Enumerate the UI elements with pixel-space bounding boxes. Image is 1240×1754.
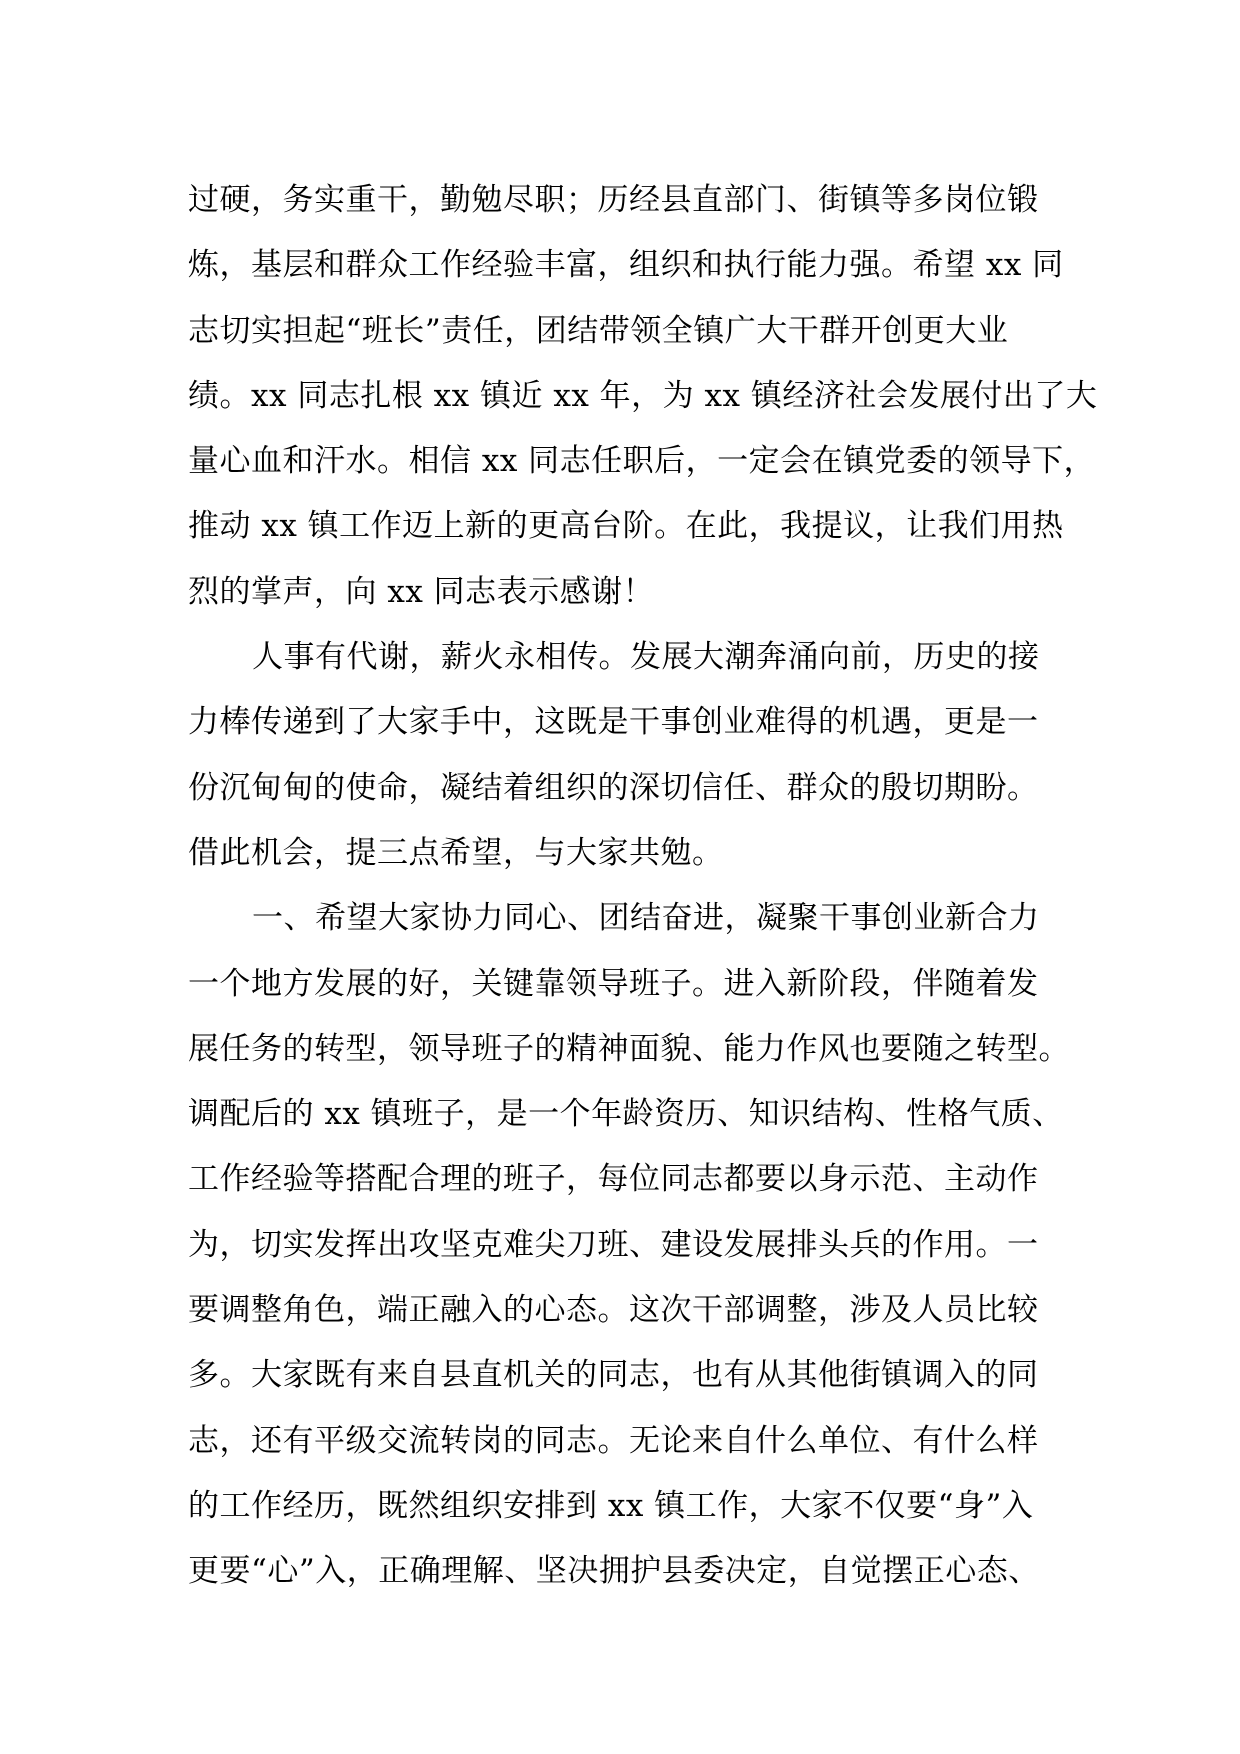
text-line: 力棒传递到了大家手中，这既是干事创业难得的机遇，更是一	[188, 704, 1039, 741]
text-line: 人事有代谢，薪火永相传。发展大潮奔涌向前，历史的接	[252, 639, 1040, 676]
text-line: 更要“心”入，正确理解、坚决拥护县委决定，自觉摆正心态、	[188, 1553, 1040, 1590]
text-line: 过硬，务实重干，勤勉尽职；历经县直部门、街镇等多岗位锻	[188, 182, 1039, 218]
text-line: 一个地方发展的好，关键靠领导班子。进入新阶段，伴随着发	[188, 965, 1039, 1002]
text-line: 量心血和汗水。相信 xx 同志任职后，一定会在镇党委的领导下，	[188, 443, 1096, 480]
text-line: 志切实担起“班长”责任，团结带领全镇广大干群开创更大业	[188, 312, 1009, 349]
text-line: 一、希望大家协力同心、团结奋进，凝聚干事创业新合力	[252, 900, 1040, 937]
text-line: 炼，基层和群众工作经验丰富，组织和执行能力强。希望 xx 同	[188, 247, 1064, 284]
text-line: 调配后的 xx 镇班子，是一个年龄资历、知识结构、性格气质、	[188, 1096, 1064, 1133]
text-line: 借此机会，提三点希望，与大家共勉。	[188, 834, 724, 871]
text-line: 志，还有平级交流转岗的同志。无论来自什么单位、有什么样	[188, 1422, 1039, 1459]
text-line: 为，切实发挥出攻坚克难尖刀班、建设发展排头兵的作用。一	[188, 1226, 1039, 1263]
text-line: 展任务的转型，领导班子的精神面貌、能力作风也要随之转型。	[188, 1030, 1070, 1067]
document-body	[188, 168, 1098, 1605]
text-line: 份沉甸甸的使命，凝结着组织的深切信任、群众的殷切期盼。	[188, 769, 1039, 806]
text-line: 绩。xx 同志扎根 xx 镇近 xx 年，为 xx 镇经济社会发展付出了大	[188, 377, 1098, 414]
text-line: 工作经验等搭配合理的班子，每位同志都要以身示范、主动作	[188, 1161, 1039, 1198]
text-line: 烈的掌声，向 xx 同志表示感谢！	[188, 573, 655, 610]
text-line: 的工作经历，既然组织安排到 xx 镇工作，大家不仅要“身”入	[188, 1487, 1034, 1524]
text-line: 要调整角色，端正融入的心态。这次干部调整，涉及人员比较	[188, 1292, 1039, 1329]
text-line: 推动 xx 镇工作迈上新的更高台阶。在此，我提议，让我们用热	[188, 508, 1064, 545]
text-line: 多。大家既有来自县直机关的同志，也有从其他街镇调入的同	[188, 1357, 1039, 1394]
